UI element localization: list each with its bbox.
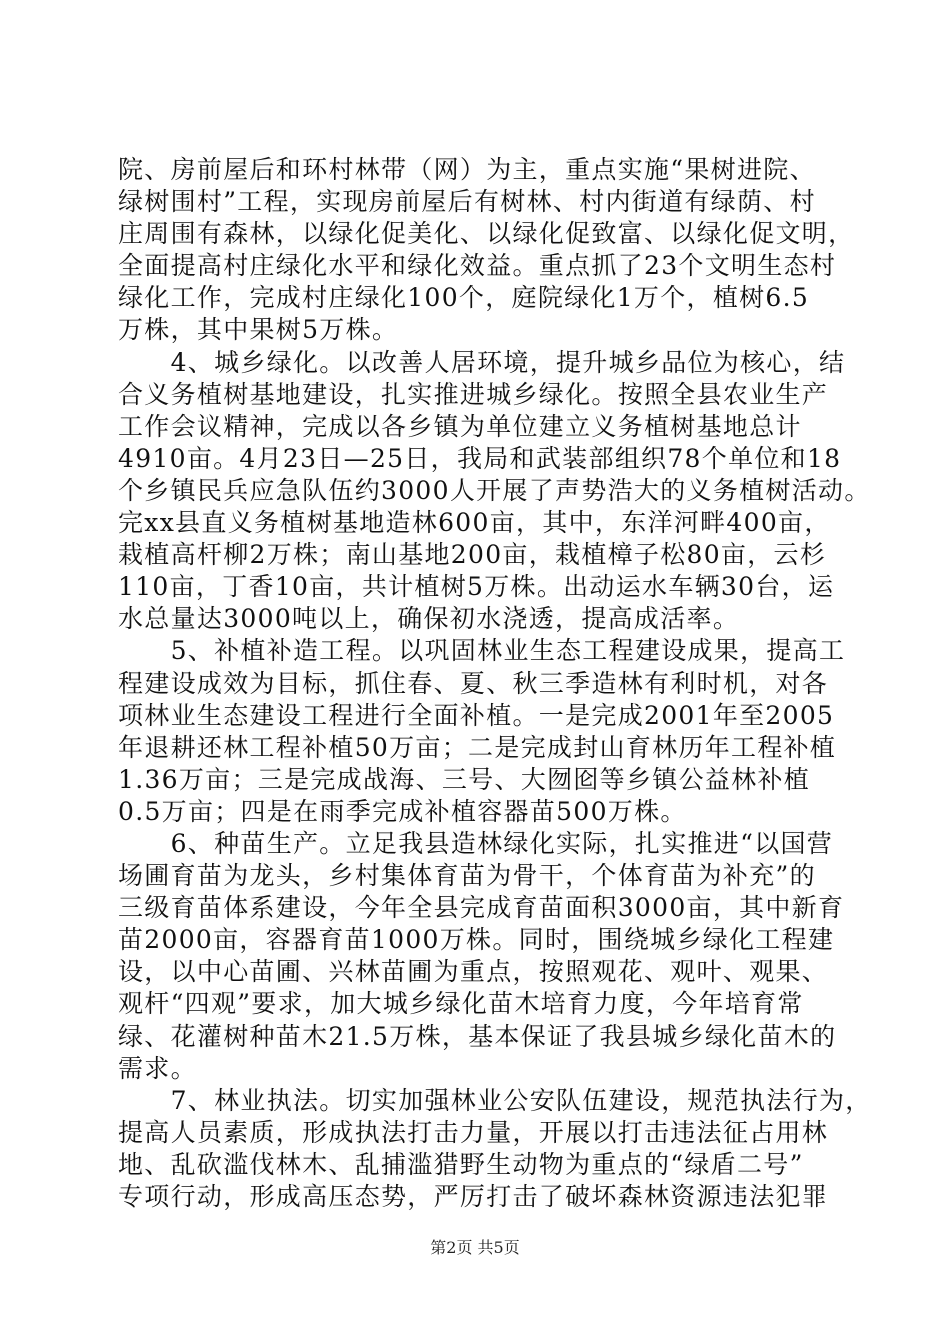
text-line: 院、房前屋后和环村林带（网）为主，重点实施“果树进院、	[118, 155, 816, 184]
text-line: 绿化工作，完成村庄绿化100个，庭院绿化1万个，植树6.5	[118, 283, 810, 313]
text-line: 全面提高村庄绿化水平和绿化效益。重点抓了23个文明生态村	[118, 251, 837, 281]
text-line: 地、乱砍滥伐林木、乱捕滥猎野生动物为重点的“绿盾二号”	[118, 1149, 804, 1179]
text-line: 工作会议精神，完成以各乡镇为单位建立义务植树基地总计	[118, 411, 802, 441]
text-line: 合义务植树基地建设，扎实推进城乡绿化。按照全县农业生产	[118, 379, 829, 409]
text-line: 6、种苗生产。立足我县造林绿化实际，扎实推进“以国营	[118, 828, 834, 858]
text-line: 专项行动，形成高压态势，严厉打击了破坏森林资源违法犯罪	[118, 1182, 829, 1211]
text-line: 提高人员素质，形成执法打击力量，开展以打击违法征占用林	[118, 1117, 829, 1147]
text-line: 个乡镇民兵应急队伍约3000人开展了声势浩大的义务植树活动。	[118, 475, 871, 505]
text-line: 设，以中心苗圃、兴林苗圃为重点，按照观花、观叶、观果、	[118, 957, 829, 987]
document-body	[118, 154, 872, 1213]
page-number: 第2页 共5页	[430, 1238, 520, 1257]
text-line: 7、林业执法。切实加强林业公安队伍建设，规范执法行为，	[118, 1085, 872, 1115]
text-line: 庄周围有森林，以绿化促美化、以绿化促致富、以绿化促文明，	[118, 219, 855, 249]
text-line: 万株，其中果树5万株。	[118, 315, 399, 345]
text-line: 需求。	[118, 1053, 197, 1083]
text-line: 苗2000亩，容器育苗1000万株。同时，围绕城乡绿化工程建	[118, 925, 835, 955]
text-line: 三级育苗体系建设，今年全县完成育苗面积3000亩，其中新育	[118, 893, 845, 923]
page-footer	[0, 1238, 950, 1258]
text-line: 4910亩。4月23日—25日，我局和武装部组织78个单位和18	[118, 443, 842, 473]
text-line: 1.36万亩；三是完成战海、三号、大囫囵等乡镇公益林补植	[118, 764, 811, 794]
text-line: 4、城乡绿化。以改善人居环境，提升城乡品位为核心，结	[118, 347, 846, 377]
text-line: 场圃育苗为龙头，乡村集体育苗为骨干，个体育苗为补充”的	[118, 861, 816, 891]
text-line: 完xx县直义务植树基地造林600亩，其中，东洋河畔400亩，	[118, 508, 831, 538]
text-line: 水总量达3000吨以上，确保初水浇透，提高成活率。	[118, 604, 740, 634]
text-line: 年退耕还林工程补植50万亩；二是完成封山育林历年工程补植	[118, 732, 837, 762]
text-line: 程建设成效为目标，抓住春、夏、秋三季造林有利时机，对各	[118, 668, 829, 698]
text-line: 绿、花灌树种苗木21.5万株，基本保证了我县城乡绿化苗木的	[118, 1021, 837, 1051]
text-line: 绿树围村”工程，实现房前屋后有树林、村内街道有绿荫、村	[118, 187, 816, 217]
text-line: 观杆“四观”要求，加大城乡绿化苗木培育力度，今年培育常	[118, 989, 804, 1019]
text-line: 栽植高杆柳2万株；南山基地200亩，栽植樟子松80亩，云杉	[118, 540, 827, 570]
text-line: 5、补植补造工程。以巩固林业生态工程建设成果，提高工	[118, 636, 846, 666]
text-line: 0.5万亩；四是在雨季完成补植容器苗500万株。	[118, 796, 687, 826]
text-line: 110亩，丁香10亩，共计植树5万株。出动运水车辆30台，运	[118, 572, 835, 602]
text-line: 项林业生态建设工程进行全面补植。一是完成2001年至2005	[118, 700, 835, 730]
